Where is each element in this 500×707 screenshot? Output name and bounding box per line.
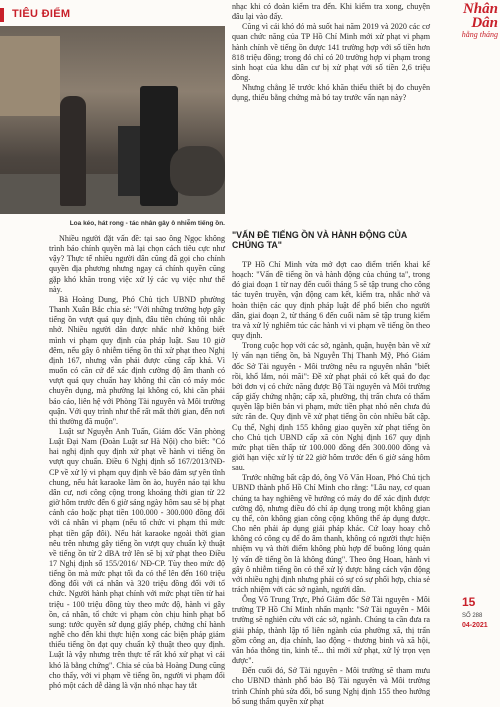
logo-subtitle: hằng tháng	[461, 30, 498, 39]
issue-date: 04-2021	[462, 622, 488, 629]
photo-loudspeaker	[140, 86, 178, 206]
paragraph: Trước những bất cập đó, ông Võ Văn Hoan, Phó Chủ tịch UBND thành phố Hồ Chí Minh cho rằng: "Lâu nay, cơ quan chúng ta hay nghiêng về hướng có máy đo để xác định được cường độ, nhưng điều đó chỉ áp dụng trong một không gian cụ thể, còn không gian công cộng không thể áp dụng được. Cho nên phải áp dụng giải pháp khác. Cứ loay hoay chỗ không có công cụ để đo âm thanh, không có người thực hiện nhiệm vụ và thời điểm không phù hợp để buông lỏng quản lý vấn đề tiếng ồn là không đúng". Theo ông Hoan, hành vi gây ô nhiễm tiếng ồn có thể xử lý được bằng cách vận động với nhiều nghị định nhưng phải có sự có sự phối hợp, chia sẻ trách nhiệm với các sở ngành, người dân.	[232, 473, 430, 594]
paragraph: Cũng vì cái khó đó mà suốt hai năm 2019 và 2020 các cơ quan chức năng của TP Hồ Chí Minh mới xử phạt vi phạm hành chính về tiếng ồn được 141 trường hợp với số tiền hơn 818 triệu đồng; trong đó chỉ có 20 trường hợp vi phạm trong sinh hoạt của khu dân cư bị xử phạt với số tiền 2,6 triệu đồng.	[232, 22, 430, 83]
photo-small-speaker	[118, 126, 140, 196]
photo-caption: Loa kéo, hát rong - tác nhân gây ô nhiễm tiếng ồn.	[69, 220, 225, 227]
page-number: 15	[462, 595, 476, 609]
logo-brand: Nhân Dân	[462, 1, 498, 31]
subheading: "VẤN ĐỀ TIẾNG ỒN VÀ HÀNH ĐỘNG CỦA CHÚNG TA"	[232, 230, 407, 250]
photo-motorbike	[170, 146, 225, 196]
newspaper-logo	[446, 1, 498, 39]
paragraph: Luật sư Nguyễn Anh Tuấn, Giám đốc Văn phòng Luật Đại Nam (Đoàn Luật sư Hà Nội) cho biết: "Có hai nghị định quy định xử phạt về hành vi tiếng ồn vượt quy chuẩn. Điều 6 Nghị định số 167/2013/NĐ-CP về xử lý vi phạm quy định về bảo đảm sự yên tĩnh chung, nếu hát karaoke làm ồn ào, huyên náo tại khu dân cư, nơi công cộng trong khoảng thời gian từ 22 giờ hôm trước đến 6 giờ sáng ngày hôm sau sẽ bị phạt cảnh cáo hoặc phạt tiền 100.000 - 300.000 đồng đối với cá nhân vi phạm (nếu tổ chức vi phạm thì mức phạt tiền gấp đôi). Nếu hát karaoke ngoài thời gian nêu trên nhưng gây tiếng ồn vượt quy chuẩn kỹ thuật về tiếng ồn từ 2 dBA trở lên sẽ bị xử phạt theo Điều 17 Nghị định số 155/2016/ NĐ-CP. Tùy theo mức độ tiếng ồn mà mức phạt tối đa có thể lên đến 160 triệu đồng đối với cá nhân và 320 triệu đồng đối với tổ chức. Người hành phạt chính với mức phạt tiền từ hai triệu - 100 triệu đồng tùy theo mức độ, hành vi gây ồn, cá nhân, tổ chức vi phạm còn chịu hình phạt bổ sung: tước quyền sử dụng giấy phép, chứng chỉ hành nghề cho đến khi thực hiện xong các biện pháp giảm thiểu tiếng ồn đạt quy chuẩn kỹ thuật theo quy định. Luật là vậy nhưng trên thực tế rất khó xử phạt vì cái khó là bằng chứng". Chia sẻ của bà Hoàng Dung cũng cho thấy, với vi phạm về tiếng ồn, người vi phạm đổi phó một cách dễ dàng là vặn nhỏ nhạc hay tắt	[49, 426, 225, 690]
section-marker	[0, 8, 4, 22]
article-right-column-bottom	[232, 260, 430, 707]
paragraph: nhạc khi có đoàn kiểm tra đến. Khi kiểm tra xong, chuyện đâu lại vào đấy.	[232, 2, 430, 22]
page-footer-info	[462, 595, 500, 642]
paragraph: Nhưng chẳng lẽ trước khó khăn thiếu thiết bị đo chuyên dụng, thiếu bằng chứng mà bó tay trước vấn nạn này?	[232, 83, 430, 103]
paragraph: TP Hồ Chí Minh vừa mở đợt cao điểm triển khai kế hoạch: "Vấn đề tiếng ồn và hành động của chúng ta", trong đó giai đoạn 1 từ nay đến cuối tháng 5 sẽ tập trung cho công tác tuyên truyền, vận động cam kết, kiểm tra, nhắc nhở và hoàn thiện các quy định pháp luật để phổ biến cho người dân, giai đoạn 2, từ tháng 6 đến cuối năm sẽ tập trung kiểm tra và xử lý nghiêm túc các hành vi vi phạm về tiếng ồn theo quy định.	[232, 260, 430, 341]
photo-person	[60, 96, 86, 206]
issue-number: SỐ 288	[462, 613, 483, 619]
section-header	[0, 0, 240, 28]
paragraph: Đến cuối đó, Sở Tài nguyên - Môi trường sẽ tham mưu cho UBND thành phố báo Bộ Tài nguyên và Môi trường trình Chính phủ sửa đổi, bổ sung Nghị định 155 theo hướng bổ sung thẩm quyền xử phạt	[232, 666, 430, 706]
paragraph: Trong cuộc họp với các sở, ngành, quận, huyện bàn về xử lý vấn nạn tiếng ồn, bà Nguyễn Thị Thanh Mỹ, Phó Giám đốc Sở Tài nguyên - Môi trường nêu ra nguyên nhân "biết rồi, khổ lắm, nói mãi": Đề xử phạt phải có kết quả đo đạc bởi đơn vị có chức năng được Bộ Tài nguyên và Môi trường cấp giấy chứng nhận; cấp xã, phường, thị trấn chưa có thẩm quyền lập biên bản vi phạm, mức tiền phạt nhỏ nên chưa đủ sức răn đe. Quy định về xử phạt tiếng ồn còn nhiều bất cập. Cụ thể, Nghị định 155 không giao quyền xử phạt tiếng ồn cho Chủ tịch UBND cấp xã còn Nghị định 167 quy định mức phạt tiền thấp từ 100.000 đồng đến 300.000 đồng và giới hạn việc xử lý từ 22 giờ hôm trước đến 6 giờ sáng hôm sau.	[232, 341, 430, 473]
section-title: TIÊU ĐIỂM	[12, 8, 71, 20]
paragraph: Nhiều người đặt vấn đề: tại sao ông Ngọc không trình báo chính quyền mà lại chọn cách tiêu cực như vậy? Thực tế nhiều người dân cũng đã gọi cho chính quyền địa phương nhưng ngay cả chính quyền cũng gặp khó khăn trong việc xử lý các vụ việc như thế này.	[49, 234, 225, 294]
paragraph: Bà Hoàng Dung, Phó Chủ tịch UBND phường Thanh Xuân Bắc chia sẻ: "Với những trường hợp gây tiếng ồn vượt quá quy định, đâu tiên chúng tôi nhắc nhở. Nhiều người dân được nhắc nhở không biết mình vi phạm quy định của pháp luật. Sau 10 giờ đêm, nếu gây ô nhiễm tiếng ồn thì xử phạt theo Nghị định 167, nhưng vẫn phải được cũng cấp khá. Vì muốn có căn cứ để xác định cường độ âm thanh có vượt quá quy chuẩn hay không thì cần có máy móc chuyên dụng, mà phường lại không có, khi cần phải báo cáo, liên hệ với Phòng Tài nguyên và Môi trường quận. Với quy trình như thế rất mất thời gian, đến nơi thì thường đã muộn".	[49, 294, 225, 426]
street-noise-photo	[0, 26, 225, 214]
photo-shop-front	[0, 36, 60, 116]
article-left-column	[49, 234, 225, 691]
paragraph: Ông Võ Trung Trực, Phó Giám đốc Sở Tài nguyên - Môi trường TP Hồ Chí Minh nhấn mạnh: "Sở Tài nguyên - Môi trường sẽ nghiên cứu với các sở, ngành. Chúng ta cần đưa ra giải pháp, thành lập tổ liên ngành của phường xã, thị trấn gồm công an, địa chính, lao động - thương binh và xã hội, văn hóa thông tin, kinh tế... thì mới xử phạt, xử lý trọn vẹn được".	[232, 595, 430, 666]
article-right-column-top	[232, 2, 430, 104]
